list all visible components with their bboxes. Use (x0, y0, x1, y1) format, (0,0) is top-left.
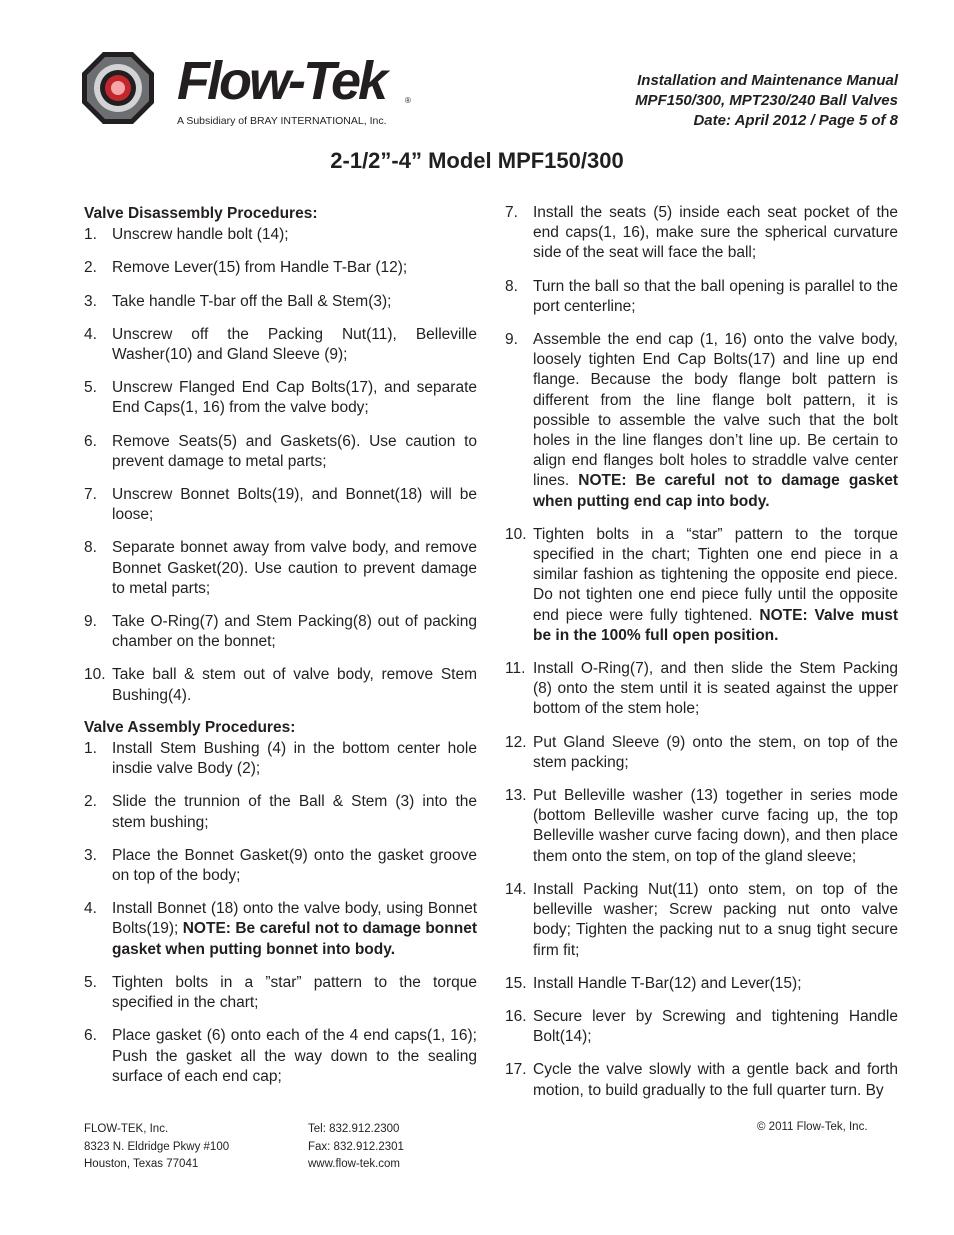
item-text: Place gasket (6) onto each of the 4 end caps(1, 16); Push the gasket all the way down to the sealing surface of each end cap; (112, 1027, 477, 1085)
item-text: Install Packing Nut(11) onto stem, on top of the belleville washer; Screw packing nut onto valve body; Tighten the packing nut to a snug tight secure firm fit; (533, 880, 898, 959)
footer-address (84, 1121, 229, 1174)
item-number: 10. (84, 666, 106, 684)
footer-web[interactable]: www.flow-tek.com (308, 1158, 401, 1170)
list-item (505, 733, 898, 773)
item-number: 7. (505, 204, 518, 221)
list-item (84, 538, 477, 599)
item-number: 11. (505, 660, 526, 678)
right-column (505, 203, 898, 1114)
footer-fax: Fax: 832.912.2301 (308, 1140, 404, 1153)
list-item (84, 432, 477, 472)
item-number: 3. (84, 846, 97, 864)
item-text: Install Stem Bushing (4) in the bottom center hole insdie valve Body (2); (112, 740, 477, 778)
item-number: 5. (84, 379, 97, 397)
item-text: Take O-Ring(7) and Stem Packing(8) out of packing chamber on the bonnet; (112, 613, 477, 651)
item-number: 2. (84, 259, 97, 277)
list-item (505, 277, 898, 317)
list-item (84, 739, 477, 779)
list-item (84, 973, 477, 1013)
list-item (84, 612, 477, 652)
list-item (505, 525, 898, 646)
page-title: 2-1/2”-4” Model MPF150/300 (330, 148, 624, 173)
item-note: NOTE: Be careful not to damage bonnet gasket when putting bonnet into body. (112, 920, 477, 958)
item-number: 13. (505, 787, 527, 805)
item-text: Unscrew Bonnet Bolts(19), and Bonnet(18) will be loose; (112, 486, 477, 524)
item-note: NOTE: Valve must be in the 100% full open position. (533, 606, 899, 644)
subsidiary-tagline: A Subsidiary of BRAY INTERNATIONAL, Inc. (177, 115, 387, 127)
item-text: Take handle T-bar off the Ball & Stem(3); (112, 292, 392, 310)
registered-mark: ® (405, 96, 411, 105)
list-item (84, 325, 477, 365)
item-text: Install O-Ring(7), and then slide the Stem Packing (8) onto the stem until it is seated against the upper bottom of the stem hole; (533, 660, 898, 718)
list-item (84, 292, 477, 312)
list-item (84, 665, 477, 705)
disassembly-list (84, 225, 477, 706)
item-number: 8. (84, 539, 97, 557)
item-text: Install the seats (5) inside each seat pocket of the end caps(1, 16), make sure the spherical curvature side of the seat will face the ball; (533, 204, 898, 262)
item-number: 4. (84, 325, 97, 343)
assembly-list-right (505, 203, 898, 1101)
item-text: Tighten bolts in a “star” pattern to the torque specified in the chart; Tighten one end piece in a similar fashion as tightening the opposite end piece. Do not tighten one end piece fully until the opposite end piece were fully tightened. (533, 525, 898, 624)
footer-contact (308, 1121, 404, 1174)
list-item (505, 330, 898, 512)
item-text: Tighten bolts in a ”star” pattern to the torque specified in the chart; (112, 973, 477, 1012)
item-text: Unscrew Flanged End Cap Bolts(17), and separate End Caps(1, 16) from the valve body; (112, 379, 477, 417)
item-text: Remove Seats(5) and Gaskets(6). Use caution to prevent damage to metal parts; (112, 432, 477, 470)
footer-tel: Tel: 832.912.2300 (308, 1123, 400, 1135)
list-item (505, 203, 898, 264)
item-text: Separate bonnet away from valve body, and remove Bonnet Gasket(20). Use caution to prevent damage to metal parts; (112, 539, 477, 597)
item-number: 8. (505, 277, 518, 295)
item-text: Slide the trunnion of the Ball & Stem (3) into the stem bushing; (112, 793, 477, 831)
list-item (505, 974, 898, 994)
item-text: Unscrew handle bolt (14); (112, 226, 289, 244)
item-number: 6. (84, 1027, 97, 1045)
item-number: 12. (505, 733, 527, 751)
list-item (84, 846, 477, 886)
company-logo (82, 52, 422, 132)
item-note: NOTE: Be careful not to damage gasket when putting end cap into body. (533, 472, 898, 510)
list-item (505, 1007, 898, 1047)
list-item (84, 899, 477, 960)
list-item (84, 225, 477, 245)
item-number: 6. (84, 432, 97, 450)
assembly-heading: Valve Assembly Procedures: (84, 718, 296, 736)
item-number: 3. (84, 292, 97, 310)
item-number: 1. (84, 740, 97, 758)
item-text: Cycle the valve slowly with a gentle back and forth motion, to build gradually to the full quarter turn. By (533, 1061, 898, 1099)
item-text: Place the Bonnet Gasket(9) onto the gasket groove on top of the body; (112, 846, 477, 885)
item-number: 1. (84, 226, 97, 244)
list-item (505, 786, 898, 867)
list-item (84, 1026, 477, 1087)
doc-title: Installation and Maintenance Manual (637, 72, 898, 89)
disassembly-heading: Valve Disassembly Procedures: (84, 205, 318, 222)
item-text: Install Bonnet (18) onto the valve body, using Bonnet Bolts(19); (112, 900, 477, 938)
item-number: 17. (505, 1061, 527, 1079)
item-number: 10. (505, 525, 527, 543)
footer-company: FLOW-TEK, Inc. (84, 1123, 169, 1135)
valve-logo-icon (82, 52, 154, 124)
item-text: Take ball & stem out of valve body, remove Stem Bushing(4). (112, 666, 477, 704)
logo-text: Flow-Tek (177, 51, 386, 111)
item-text: Put Belleville washer (13) together in series mode (bottom Belleville washer curve facing up, the top Belleville washer curve facing down), and then place them onto the stem, on top of the gland sleeve; (533, 787, 898, 865)
item-number: 14. (505, 880, 527, 898)
document-header (635, 71, 898, 131)
doc-date-page: Date: April 2012 / Page 5 of 8 (693, 112, 898, 129)
list-item (505, 880, 898, 961)
item-text: Unscrew off the Packing Nut(11), Belleville Washer(10) and Gland Sleeve (9); (112, 325, 477, 364)
item-text: Remove Lever(15) from Handle T-Bar (12); (112, 259, 408, 277)
list-item (84, 258, 477, 278)
item-text: Turn the ball so that the ball opening is parallel to the port centerline; (533, 277, 898, 315)
list-item (84, 485, 477, 525)
item-number: 5. (84, 973, 97, 991)
doc-models: MPF150/300, MPT230/240 Ball Valves (635, 92, 898, 109)
list-item (505, 659, 898, 720)
left-column (84, 204, 477, 1100)
footer-street: 8323 N. Eldridge Pkwy #100 (84, 1140, 230, 1153)
list-item (84, 378, 477, 418)
assembly-list-left (84, 739, 477, 1087)
item-number: 9. (84, 613, 97, 631)
item-text: Put Gland Sleeve (9) onto the stem, on top of the stem packing; (533, 733, 898, 771)
footer-copyright: © 2011 Flow-Tek, Inc. (757, 1121, 868, 1133)
item-number: 16. (505, 1007, 527, 1025)
item-text: Assemble the end cap (1, 16) onto the valve body, loosely tighten End Cap Bolts(17) and line up end flange. Because the body flange bolt pattern is different from the line flange bolt pattern, it is possible to assemble the valve such that the bolt holes in the line flanges don’t line up. Be certain to align end flanges bolt holes to straddle valve center lines. (533, 331, 898, 490)
item-number: 15. (505, 974, 527, 992)
list-item (84, 792, 477, 832)
footer-city: Houston, Texas 77041 (84, 1158, 199, 1170)
item-number: 9. (505, 331, 518, 349)
item-number: 2. (84, 793, 97, 811)
item-text: Secure lever by Screwing and tightening Handle Bolt(14); (533, 1007, 898, 1046)
item-text: Install Handle T-Bar(12) and Lever(15); (533, 974, 802, 992)
item-number: 7. (84, 486, 97, 504)
list-item (505, 1060, 898, 1100)
item-number: 4. (84, 900, 97, 918)
